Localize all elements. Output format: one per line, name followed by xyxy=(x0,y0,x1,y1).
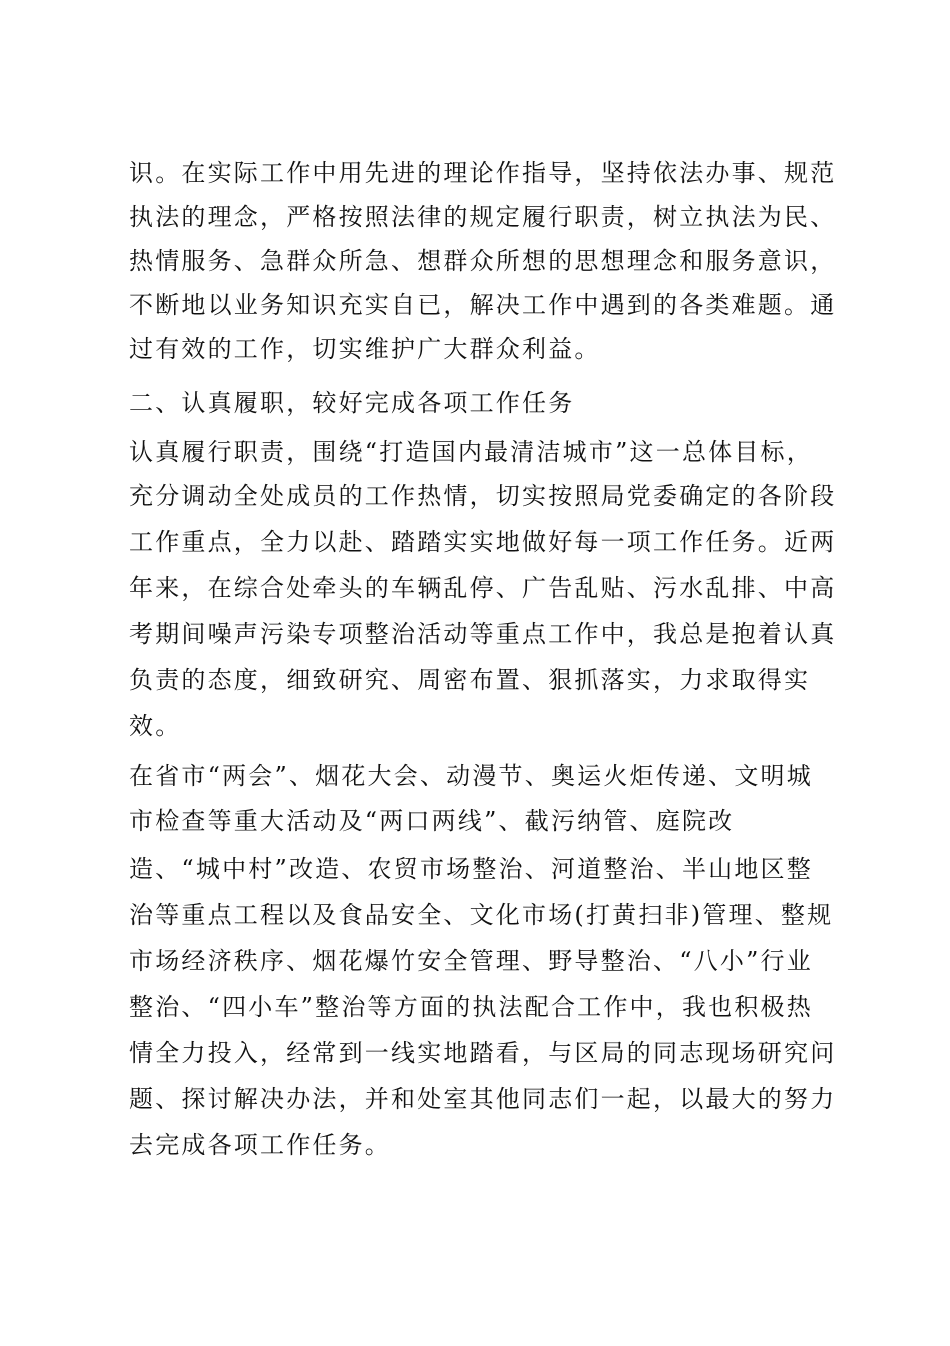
text-line: 整治、“四小车”整治等方面的执法配合工作中，我也积极热 xyxy=(129,993,813,1021)
text-line: 年来，在综合处牵头的车辆乱停、广告乱贴、污水乱排、中高 xyxy=(129,574,837,602)
text-line: 市场经济秩序、烟花爆竹安全管理、野导整治、“八小”行业 xyxy=(129,947,813,975)
text-line: 执法的理念，严格按照法律的规定履行职责，树立执法为民、 xyxy=(129,203,837,231)
text-line: 热情服务、急群众所急、想群众所想的思想理念和服务意识， xyxy=(129,247,837,275)
text-line: 去完成各项工作任务。 xyxy=(129,1131,391,1159)
text-line: 不断地以业务知识充实自已，解决工作中遇到的各类难题。通 xyxy=(129,291,837,319)
text-line: 市检查等重大活动及“两口两线”、截污纳管、庭院改 xyxy=(129,807,735,835)
text-line: 在省市“两会”、烟花大会、动漫节、奥运火炬传递、文明城 xyxy=(129,762,813,790)
text-line: 认真履行职责，围绕“打造国内最清洁城市”这一总体目标， xyxy=(129,438,813,466)
text-line: 负责的态度，细致研究、周密布置、狠抓落实，力求取得实 xyxy=(129,666,811,694)
text-line: 识。在实际工作中用先进的理论作指导，坚持依法办事、规范 xyxy=(129,159,837,187)
text-line: 考期间噪声污染专项整治活动等重点工作中，我总是抱着认真 xyxy=(129,620,837,648)
text-line: 工作重点，全力以赴、踏踏实实地做好每一项工作任务。近两 xyxy=(129,528,837,556)
text-line: 效。 xyxy=(129,712,182,740)
text-line: 充分调动全处成员的工作热情，切实按照局党委确定的各阶段 xyxy=(129,482,837,510)
section-heading: 二、认真履职，较好完成各项工作任务 xyxy=(129,389,575,417)
text-line: 情全力投入，经常到一线实地踏看，与区局的同志现场研究问 xyxy=(129,1039,837,1067)
text-line: 治等重点工程以及食品安全、文化市场(打黄扫非)管理、整规 xyxy=(129,901,834,929)
text-line: 题、探讨解决办法，并和处室其他同志们一起，以最大的努力 xyxy=(129,1085,837,1113)
text-line: 造、“城中村”改造、农贸市场整治、河道整治、半山地区整 xyxy=(129,855,813,883)
text-line: 过有效的工作，切实维护广大群众利益。 xyxy=(129,335,601,363)
